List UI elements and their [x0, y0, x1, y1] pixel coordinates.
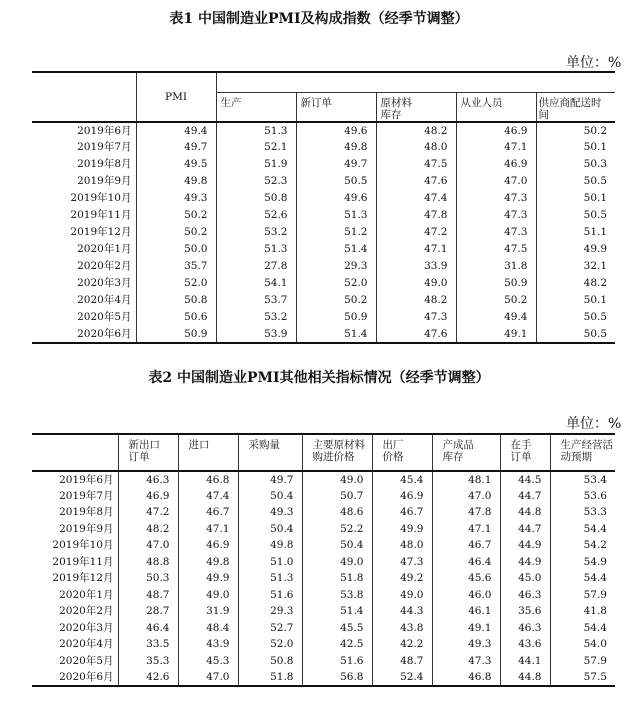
table2-header-4: 出厂 价格 [372, 434, 432, 471]
row-value: 56.8 [302, 669, 372, 686]
row-value: 49.3 [432, 636, 500, 653]
pmi-composition-table [32, 71, 615, 344]
row-value: 51.9 [216, 156, 296, 173]
table2-header-1: 进口 [178, 434, 238, 471]
row-value: 46.8 [178, 471, 238, 488]
table-row [32, 258, 615, 275]
table-row [32, 669, 615, 686]
row-value: 54.4 [550, 521, 615, 538]
row-value: 50.4 [238, 521, 302, 538]
row-value: 47.0 [178, 669, 238, 686]
row-value: 49.9 [372, 521, 432, 538]
row-value: 49.1 [456, 326, 536, 343]
row-value: 48.2 [376, 122, 456, 139]
row-value: 49.7 [296, 156, 376, 173]
row-date: 2019年11月 [52, 555, 114, 568]
table2-header-2: 采购量 [238, 434, 302, 471]
row-value: 43.8 [372, 620, 432, 637]
row-value: 44.7 [500, 521, 550, 538]
row-value: 31.9 [178, 603, 238, 620]
row-value: 46.7 [432, 537, 500, 554]
row-date: 2019年7月 [59, 489, 114, 502]
row-value: 49.9 [178, 570, 238, 587]
row-date: 2020年6月 [32, 669, 118, 686]
row-value: 44.5 [500, 471, 550, 488]
row-value: 54.0 [550, 636, 615, 653]
row-value: 50.2 [136, 224, 216, 241]
table-row [32, 537, 615, 554]
row-value: 44.8 [500, 669, 550, 686]
row-date: 2019年9月 [59, 522, 114, 535]
row-value: 33.9 [376, 258, 456, 275]
table-row [32, 587, 615, 604]
row-value: 53.2 [216, 224, 296, 241]
table-row [32, 173, 615, 190]
row-value: 46.3 [118, 471, 178, 488]
row-value: 49.4 [136, 122, 216, 139]
row-date: 2019年6月 [77, 124, 132, 137]
row-value: 51.4 [302, 603, 372, 620]
row-value: 46.9 [372, 488, 432, 505]
row-value: 51.3 [216, 122, 296, 139]
row-value: 49.6 [296, 122, 376, 139]
row-value: 50.2 [296, 292, 376, 309]
row-value: 50.7 [302, 488, 372, 505]
row-value: 48.1 [432, 471, 500, 488]
row-value: 50.9 [296, 309, 376, 326]
row-date: 2020年1月 [77, 243, 132, 256]
row-date: 2020年5月 [77, 311, 132, 324]
row-value: 53.2 [216, 309, 296, 326]
table-row [32, 224, 615, 241]
row-value: 49.0 [302, 554, 372, 571]
row-value: 50.5 [536, 173, 615, 190]
row-value: 42.5 [302, 636, 372, 653]
table-row [32, 471, 615, 488]
row-value: 53.9 [216, 326, 296, 343]
row-value: 51.4 [296, 241, 376, 258]
table1-header-3: 从业人员 [456, 92, 536, 122]
table-row [32, 309, 615, 326]
row-value: 48.7 [372, 653, 432, 670]
row-date: 2019年6月 [59, 473, 114, 486]
row-value: 51.3 [216, 241, 296, 258]
row-date: 2020年6月 [32, 326, 136, 343]
row-value: 47.6 [376, 326, 456, 343]
row-value: 42.2 [372, 636, 432, 653]
row-value: 47.8 [432, 504, 500, 521]
table-row [32, 636, 615, 653]
row-date: 2020年5月 [59, 654, 114, 667]
row-value: 49.8 [238, 537, 302, 554]
row-value: 47.4 [178, 488, 238, 505]
row-value: 35.3 [118, 653, 178, 670]
row-value: 51.6 [238, 587, 302, 604]
row-value: 51.3 [238, 570, 302, 587]
row-value: 53.3 [550, 504, 615, 521]
row-value: 47.0 [456, 173, 536, 190]
row-value: 48.6 [302, 504, 372, 521]
row-value: 31.8 [456, 258, 536, 275]
table1-header-subgroup [216, 72, 615, 92]
row-value: 48.2 [118, 521, 178, 538]
row-value: 57.9 [550, 587, 615, 604]
row-value: 49.7 [136, 139, 216, 156]
row-value: 54.2 [550, 537, 615, 554]
row-value: 47.1 [376, 241, 456, 258]
row-value: 50.5 [536, 326, 615, 343]
row-value: 46.4 [118, 620, 178, 637]
row-date: 2020年3月 [77, 277, 132, 290]
row-value: 50.2 [536, 122, 615, 139]
row-value: 44.8 [500, 504, 550, 521]
row-value: 52.7 [238, 620, 302, 637]
row-value: 50.5 [536, 207, 615, 224]
table2-unit: 单位：% [566, 416, 622, 432]
row-value: 48.2 [536, 275, 615, 292]
row-value: 45.5 [302, 620, 372, 637]
row-value: 46.9 [456, 122, 536, 139]
table-row [32, 139, 615, 156]
table1-header-blank [32, 72, 136, 122]
table1-header-pmi: PMI [136, 72, 216, 122]
row-value: 46.9 [178, 537, 238, 554]
row-value: 46.7 [178, 504, 238, 521]
row-date: 2019年12月 [52, 572, 114, 584]
row-value: 49.1 [432, 620, 500, 637]
row-value: 46.3 [500, 587, 550, 604]
table1-header-4: 供应商配送时 间 [536, 92, 615, 122]
row-value: 41.8 [550, 603, 615, 620]
row-date: 2020年2月 [77, 260, 132, 273]
row-value: 46.1 [432, 603, 500, 620]
row-value: 46.9 [456, 156, 536, 173]
row-value: 47.3 [456, 207, 536, 224]
table-row [32, 326, 615, 343]
row-value: 53.4 [550, 471, 615, 488]
pmi-other-indicators-table [32, 433, 615, 687]
row-value: 48.2 [376, 292, 456, 309]
row-value: 47.6 [376, 173, 456, 190]
row-value: 46.3 [500, 620, 550, 637]
row-value: 49.8 [178, 554, 238, 571]
table1-header-2: 原材料 库存 [376, 92, 456, 122]
row-value: 27.8 [216, 258, 296, 275]
row-value: 49.9 [536, 241, 615, 258]
table2-header-7: 生产经营活 动预期 [550, 434, 615, 471]
row-value: 49.0 [372, 587, 432, 604]
row-value: 47.3 [456, 224, 536, 241]
row-value: 43.9 [178, 636, 238, 653]
table2-header-row [32, 434, 615, 471]
row-value: 47.3 [456, 190, 536, 207]
row-value: 51.0 [238, 554, 302, 571]
row-value: 52.0 [238, 636, 302, 653]
row-value: 44.7 [500, 488, 550, 505]
row-value: 47.2 [118, 504, 178, 521]
row-value: 50.8 [136, 292, 216, 309]
row-value: 32.1 [536, 258, 615, 275]
row-value: 51.1 [536, 224, 615, 241]
row-value: 52.0 [296, 275, 376, 292]
row-value: 50.1 [536, 292, 615, 309]
table2-header-5: 产成品 库存 [432, 434, 500, 471]
row-value: 46.7 [372, 504, 432, 521]
row-date: 2019年8月 [59, 506, 114, 518]
row-value: 52.6 [216, 207, 296, 224]
row-value: 52.0 [136, 275, 216, 292]
row-date: 2020年4月 [59, 638, 114, 650]
row-value: 51.8 [302, 570, 372, 587]
row-value: 45.0 [500, 570, 550, 587]
row-value: 54.1 [216, 275, 296, 292]
table-row [32, 156, 615, 173]
row-value: 49.3 [238, 504, 302, 521]
row-value: 51.4 [296, 326, 376, 343]
row-value: 33.5 [118, 636, 178, 653]
row-value: 50.4 [302, 537, 372, 554]
row-value: 50.3 [536, 156, 615, 173]
table-row [32, 653, 615, 670]
row-value: 51.2 [296, 224, 376, 241]
row-value: 51.6 [302, 653, 372, 670]
table-row [32, 122, 615, 139]
row-value: 47.3 [372, 554, 432, 571]
row-date: 2019年9月 [77, 175, 132, 188]
row-value: 35.6 [500, 603, 550, 620]
row-value: 35.7 [136, 258, 216, 275]
row-value: 46.8 [432, 669, 500, 686]
row-value: 50.0 [136, 241, 216, 258]
row-value: 45.6 [432, 570, 500, 587]
row-value: 53.8 [302, 587, 372, 604]
table-row [32, 207, 615, 224]
row-value: 43.6 [500, 636, 550, 653]
row-value: 48.0 [376, 139, 456, 156]
row-date: 2019年10月 [52, 539, 114, 551]
row-date: 2020年1月 [59, 588, 114, 601]
row-value: 49.7 [238, 471, 302, 488]
row-value: 47.3 [432, 653, 500, 670]
row-value: 44.9 [500, 554, 550, 571]
table-row [32, 292, 615, 309]
row-value: 49.6 [296, 190, 376, 207]
row-value: 49.4 [456, 309, 536, 326]
table-row [32, 620, 615, 637]
row-value: 48.4 [178, 620, 238, 637]
row-value: 50.9 [136, 326, 216, 343]
table1-header-1: 新订单 [296, 92, 376, 122]
row-value: 52.1 [216, 139, 296, 156]
row-value: 47.1 [178, 521, 238, 538]
table-row [32, 488, 615, 505]
row-value: 54.4 [550, 570, 615, 587]
row-value: 47.8 [376, 207, 456, 224]
row-value: 49.0 [178, 587, 238, 604]
row-value: 45.3 [178, 653, 238, 670]
row-date: 2020年2月 [59, 605, 114, 617]
row-value: 47.1 [432, 521, 500, 538]
row-value: 50.5 [536, 309, 615, 326]
row-value: 48.0 [372, 537, 432, 554]
row-value: 50.4 [238, 488, 302, 505]
row-value: 53.7 [216, 292, 296, 309]
row-value: 50.8 [238, 653, 302, 670]
row-value: 51.3 [296, 207, 376, 224]
row-value: 50.3 [118, 570, 178, 587]
table-row [32, 190, 615, 207]
row-value: 48.7 [118, 587, 178, 604]
row-value: 49.2 [372, 570, 432, 587]
table2-title: 表2 中国制造业PMI其他相关指标情况（经季节调整） [148, 370, 490, 386]
row-value: 49.8 [296, 139, 376, 156]
row-value: 47.2 [376, 224, 456, 241]
row-date: 2019年10月 [70, 192, 132, 205]
row-value: 57.9 [550, 653, 615, 670]
row-value: 47.3 [376, 309, 456, 326]
row-value: 44.3 [372, 603, 432, 620]
row-value: 46.0 [432, 587, 500, 604]
row-value: 42.6 [118, 669, 178, 686]
table-row [32, 504, 615, 521]
table-row [32, 275, 615, 292]
row-value: 50.2 [136, 207, 216, 224]
row-value: 29.3 [296, 258, 376, 275]
row-value: 46.9 [118, 488, 178, 505]
table-row [32, 521, 615, 538]
table2-header-6: 在手 订单 [500, 434, 550, 471]
row-value: 51.8 [238, 669, 302, 686]
row-value: 57.5 [550, 669, 615, 686]
table1-header-row [32, 72, 615, 92]
row-value: 50.1 [536, 190, 615, 207]
row-date: 2019年11月 [70, 209, 132, 222]
row-value: 52.2 [302, 521, 372, 538]
table1-title: 表1 中国制造业PMI及构成指数（经季节调整） [169, 11, 469, 27]
table-row [32, 603, 615, 620]
row-value: 50.8 [216, 190, 296, 207]
row-value: 53.6 [550, 488, 615, 505]
row-value: 52.3 [216, 173, 296, 190]
row-date: 2019年12月 [70, 226, 132, 239]
row-value: 49.0 [376, 275, 456, 292]
row-value: 50.6 [136, 309, 216, 326]
table-row [32, 570, 615, 587]
table1-header-0: 生产 [216, 92, 296, 122]
table-row [32, 554, 615, 571]
row-value: 48.8 [118, 554, 178, 571]
row-date: 2020年4月 [77, 294, 132, 307]
table2-header-0: 新出口 订单 [118, 434, 178, 471]
row-value: 49.3 [136, 190, 216, 207]
row-value: 50.1 [536, 139, 615, 156]
row-value: 44.9 [500, 537, 550, 554]
row-value: 47.5 [456, 241, 536, 258]
row-value: 49.5 [136, 156, 216, 173]
row-value: 47.1 [456, 139, 536, 156]
row-value: 50.9 [456, 275, 536, 292]
row-value: 28.7 [118, 603, 178, 620]
table-row [32, 241, 615, 258]
table2-header-3: 主要原材料 购进价格 [302, 434, 372, 471]
row-value: 54.4 [550, 620, 615, 637]
row-value: 52.4 [372, 669, 432, 686]
row-value: 47.5 [376, 156, 456, 173]
table2-header-blank [32, 434, 118, 471]
row-value: 45.4 [372, 471, 432, 488]
row-value: 47.0 [432, 488, 500, 505]
row-value: 50.5 [296, 173, 376, 190]
row-value: 47.0 [118, 537, 178, 554]
row-value: 50.2 [456, 292, 536, 309]
row-date: 2020年3月 [59, 621, 114, 634]
row-value: 29.3 [238, 603, 302, 620]
row-value: 47.4 [376, 190, 456, 207]
row-value: 46.4 [432, 554, 500, 571]
row-date: 2019年8月 [77, 158, 132, 171]
table1-unit: 单位：% [566, 55, 622, 71]
row-value: 49.0 [302, 471, 372, 488]
row-value: 44.1 [500, 653, 550, 670]
row-value: 54.9 [550, 554, 615, 571]
row-date: 2019年7月 [77, 141, 132, 154]
row-value: 49.8 [136, 173, 216, 190]
